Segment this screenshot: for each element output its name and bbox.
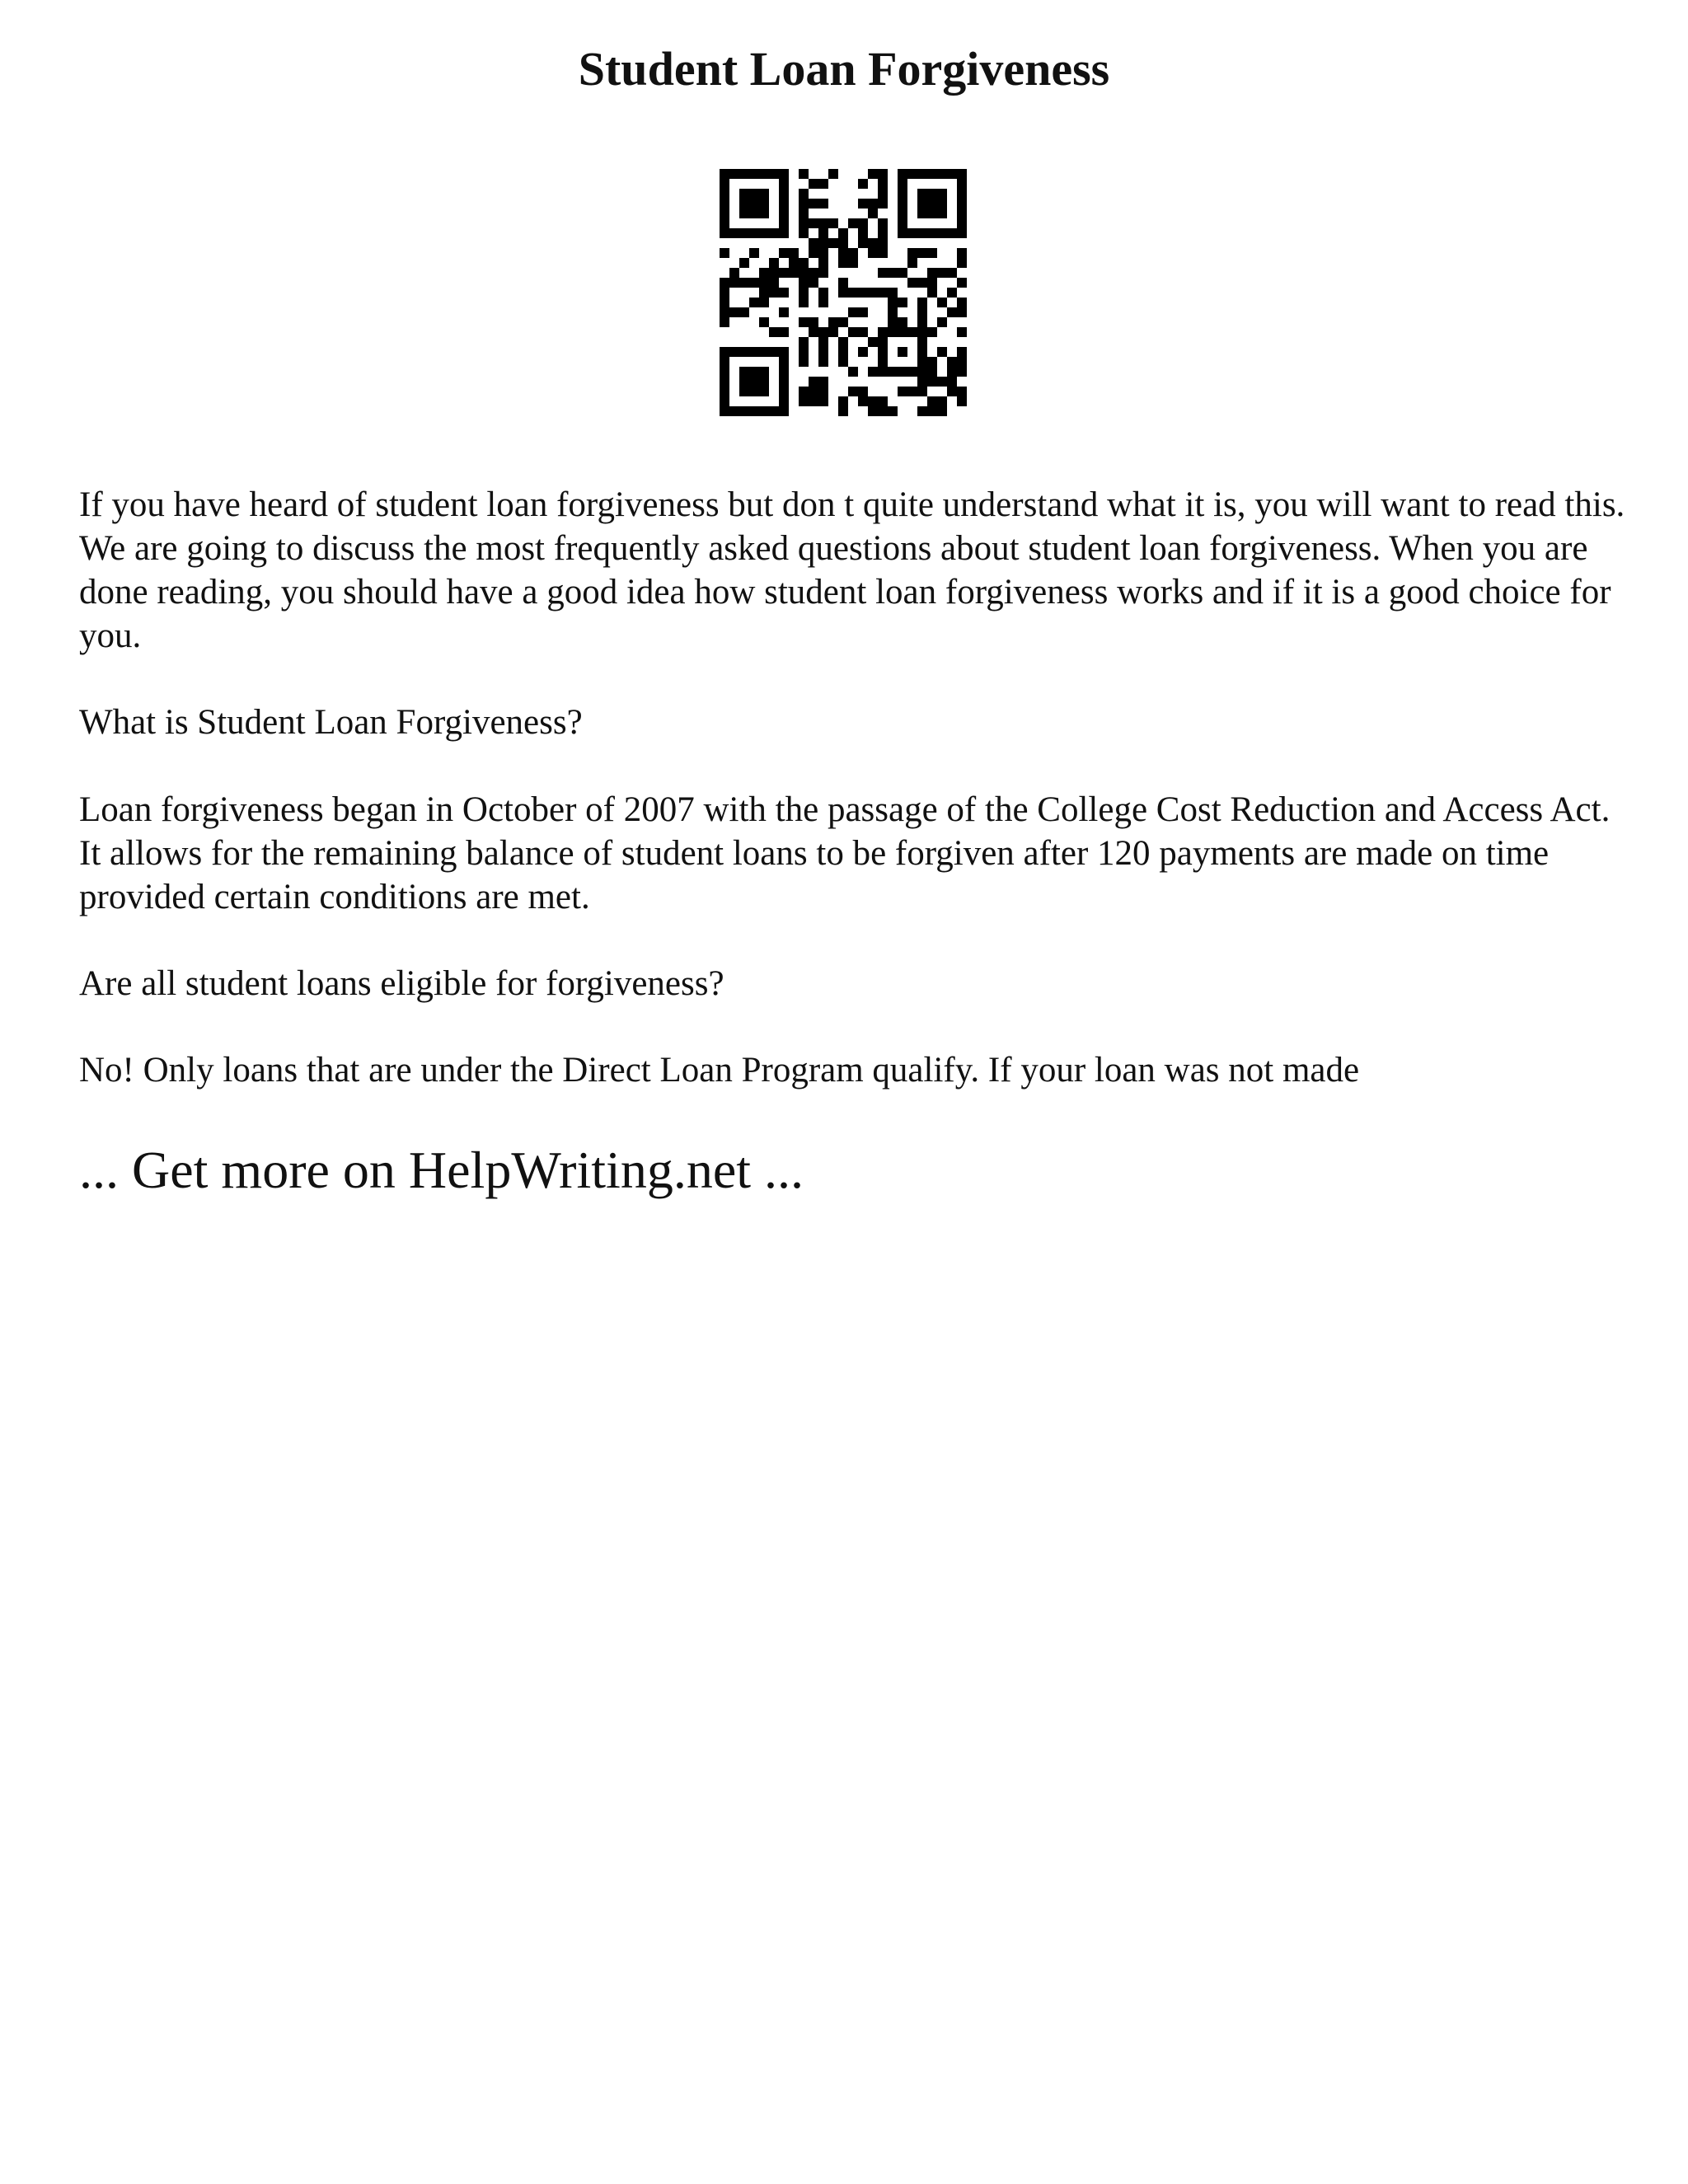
question-eligibility: Are all student loans eligible for forgiveness? [79, 964, 724, 1003]
intro-paragraph: If you have heard of student loan forgiveness but don t quite understand what it is, you will want to read this. We are going to discuss the most frequently asked questions about student loan forgiveness. When you are done reading, you should have a good idea how student loan forgiveness works and if it is a good choice for you. [79, 485, 1625, 655]
answer-eligibility: No! Only loans that are under the Direct Loan Program qualify. If your loan was not made [79, 1051, 1360, 1090]
get-more-link[interactable]: ... Get more on HelpWriting.net ... [79, 1141, 804, 1199]
answer-what-is-forgiveness: Loan forgiveness began in October of 2007 with the passage of the College Cost Reduction and Access Act. It allows for the remaining balance of student loans to be forgiven after 120 payments are made on time provided certain conditions are met. [79, 790, 1611, 916]
page-title: Student Loan Forgiveness [578, 42, 1110, 96]
question-what-is-forgiveness: What is Student Loan Forgiveness? [79, 703, 583, 742]
qr-code-icon [720, 169, 967, 416]
